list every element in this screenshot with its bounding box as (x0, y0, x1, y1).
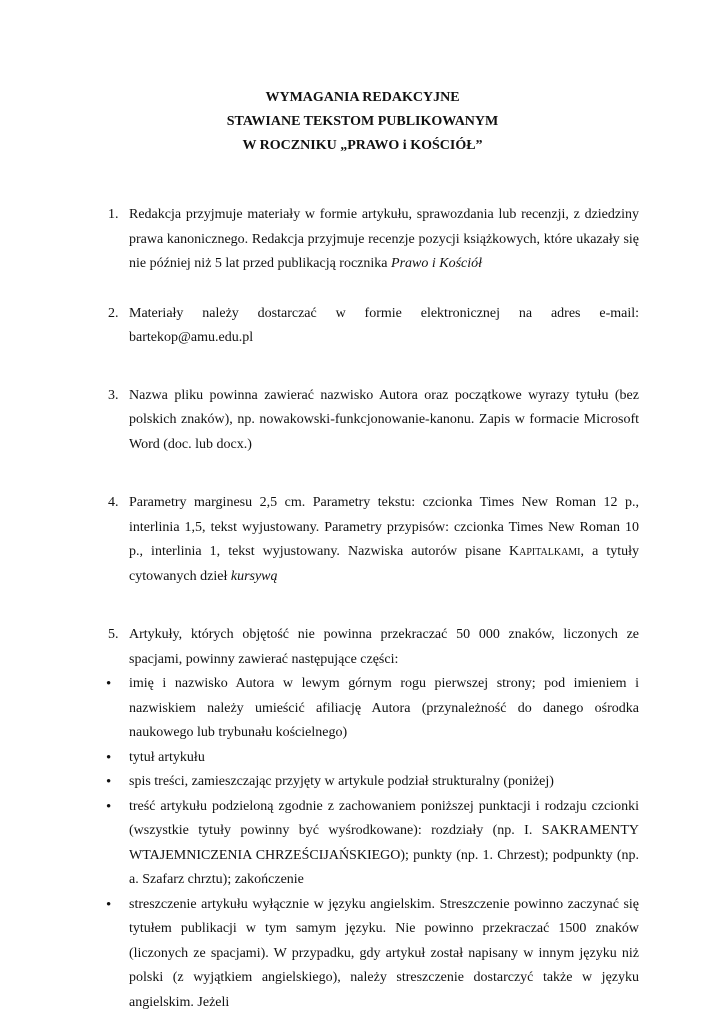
list-item-5 (108, 623, 639, 672)
document-title (0, 86, 725, 158)
bullet-icon: • (106, 798, 112, 815)
bullet-item (108, 893, 639, 1016)
italic-word: kursywą (230, 568, 278, 584)
title-line-1: WYMAGANIA REDAKCYJNE (265, 90, 460, 105)
bullet-item (108, 672, 639, 746)
bullet-text: streszczenie artykułu wyłącznie w języku angielskim. Streszczenie powinno zaczynać się tytułem publikacji w tym samym języku. Nie powinno przekraczać 1500 znaków (liczonych ze spacjami). W przypadku, gdy artykuł został napisany w innym języku niż polski (z wyjątkiem angielskiego), należy streszczenie dostarczyć także w języku angielskim. Jeżeli (129, 896, 639, 1010)
item-text: Redakcja przyjmuje materiały w formie artykułu, sprawozdania lub recenzji, z dziedziny prawa kanonicznego. Redakcja przyjmuje recenzje pozycji książkowych, które ukazały się nie później niż 5 lat przed publikacją rocznika (129, 207, 639, 271)
item-text: Parametry marginesu 2,5 cm. Parametry tekstu: czcionka Times New Roman 12 p., interlinia 1,5, tekst wyjustowany. Parametry przypisów: czcionka Times New Roman 10 p., interlinia 1, tekst wyjustowany. Nazwiska autorów pisane (129, 495, 639, 559)
item-text: Artykuły, których objętość nie powinna przekraczać 50 000 znaków, liczonych ze spacjami, powinny zawierać następujące części: (129, 627, 639, 667)
bullet-icon: • (106, 774, 112, 790)
title-line-2: STAWIANE TEKSTOM PUBLIKOWANYM (226, 114, 499, 129)
small-caps-word: Kapitalkami (508, 544, 581, 559)
bullet-icon: • (106, 676, 112, 692)
bullet-icon: • (106, 896, 112, 913)
bullet-text: imię i nazwisko Autora w lewym górnym rogu pierwszej strony; pod imieniem i nazwiskiem należy umieścić afiliację Autora (przynależność do danego ośrodka naukowego lub trybunału kościelnego) (129, 676, 639, 740)
list-item-1 (108, 203, 639, 277)
bullet-text: treść artykułu podzieloną zgodnie z zachowaniem poniższej punktacji i rodzaju czcionki (wszystkie tytuły powinny być wyśrodkowane): rozdziały (np. I. SAKRAMENTY WTAJEMNICZENIA CHRZEŚCIJAŃSKIEGO); punkty (np. 1. Chrzest); podpunkty (np. a. Szafarz chrztu); zakończenie (129, 798, 639, 887)
bullet-icon: • (106, 749, 112, 766)
journal-name: Prawo i Kościół (391, 256, 483, 271)
item-text-continued: , a tytuły cytowanych dzieł (129, 544, 639, 584)
bullet-item (108, 746, 639, 771)
item-text: Materiały należy dostarczać w formie elektronicznej na adres e-mail: bartekop@amu.edu.pl (129, 305, 639, 345)
list-item-4 (108, 491, 639, 589)
item-text: Nazwa pliku powinna zawierać nazwisko Autora oraz początkowe wyrazy tytułu (bez polskich znaków), np. nowakowski-funkcjonowanie-kanonu. Zapis w formacie Microsoft Word (doc. lub docx.) (129, 387, 639, 452)
item-number: 3. (108, 387, 119, 403)
requirements-list (108, 203, 639, 1015)
item-number: 1. (108, 207, 119, 222)
item-number: 5. (108, 627, 119, 642)
title-line-3: W ROCZNIKU „PRAWO i KOŚCIÓŁ” (242, 138, 483, 153)
bullet-text: tytuł artykułu (129, 749, 205, 765)
item-number: 2. (108, 305, 119, 321)
list-item-3 (108, 384, 639, 458)
bullet-text: spis treści, zamieszczając przyjęty w artykule podział strukturalny (poniżej) (129, 774, 554, 789)
bullet-item (108, 770, 639, 795)
bullet-item (108, 795, 639, 893)
bullet-list (108, 672, 639, 1015)
item-number: 4. (108, 495, 119, 510)
list-item-2 (108, 302, 639, 351)
